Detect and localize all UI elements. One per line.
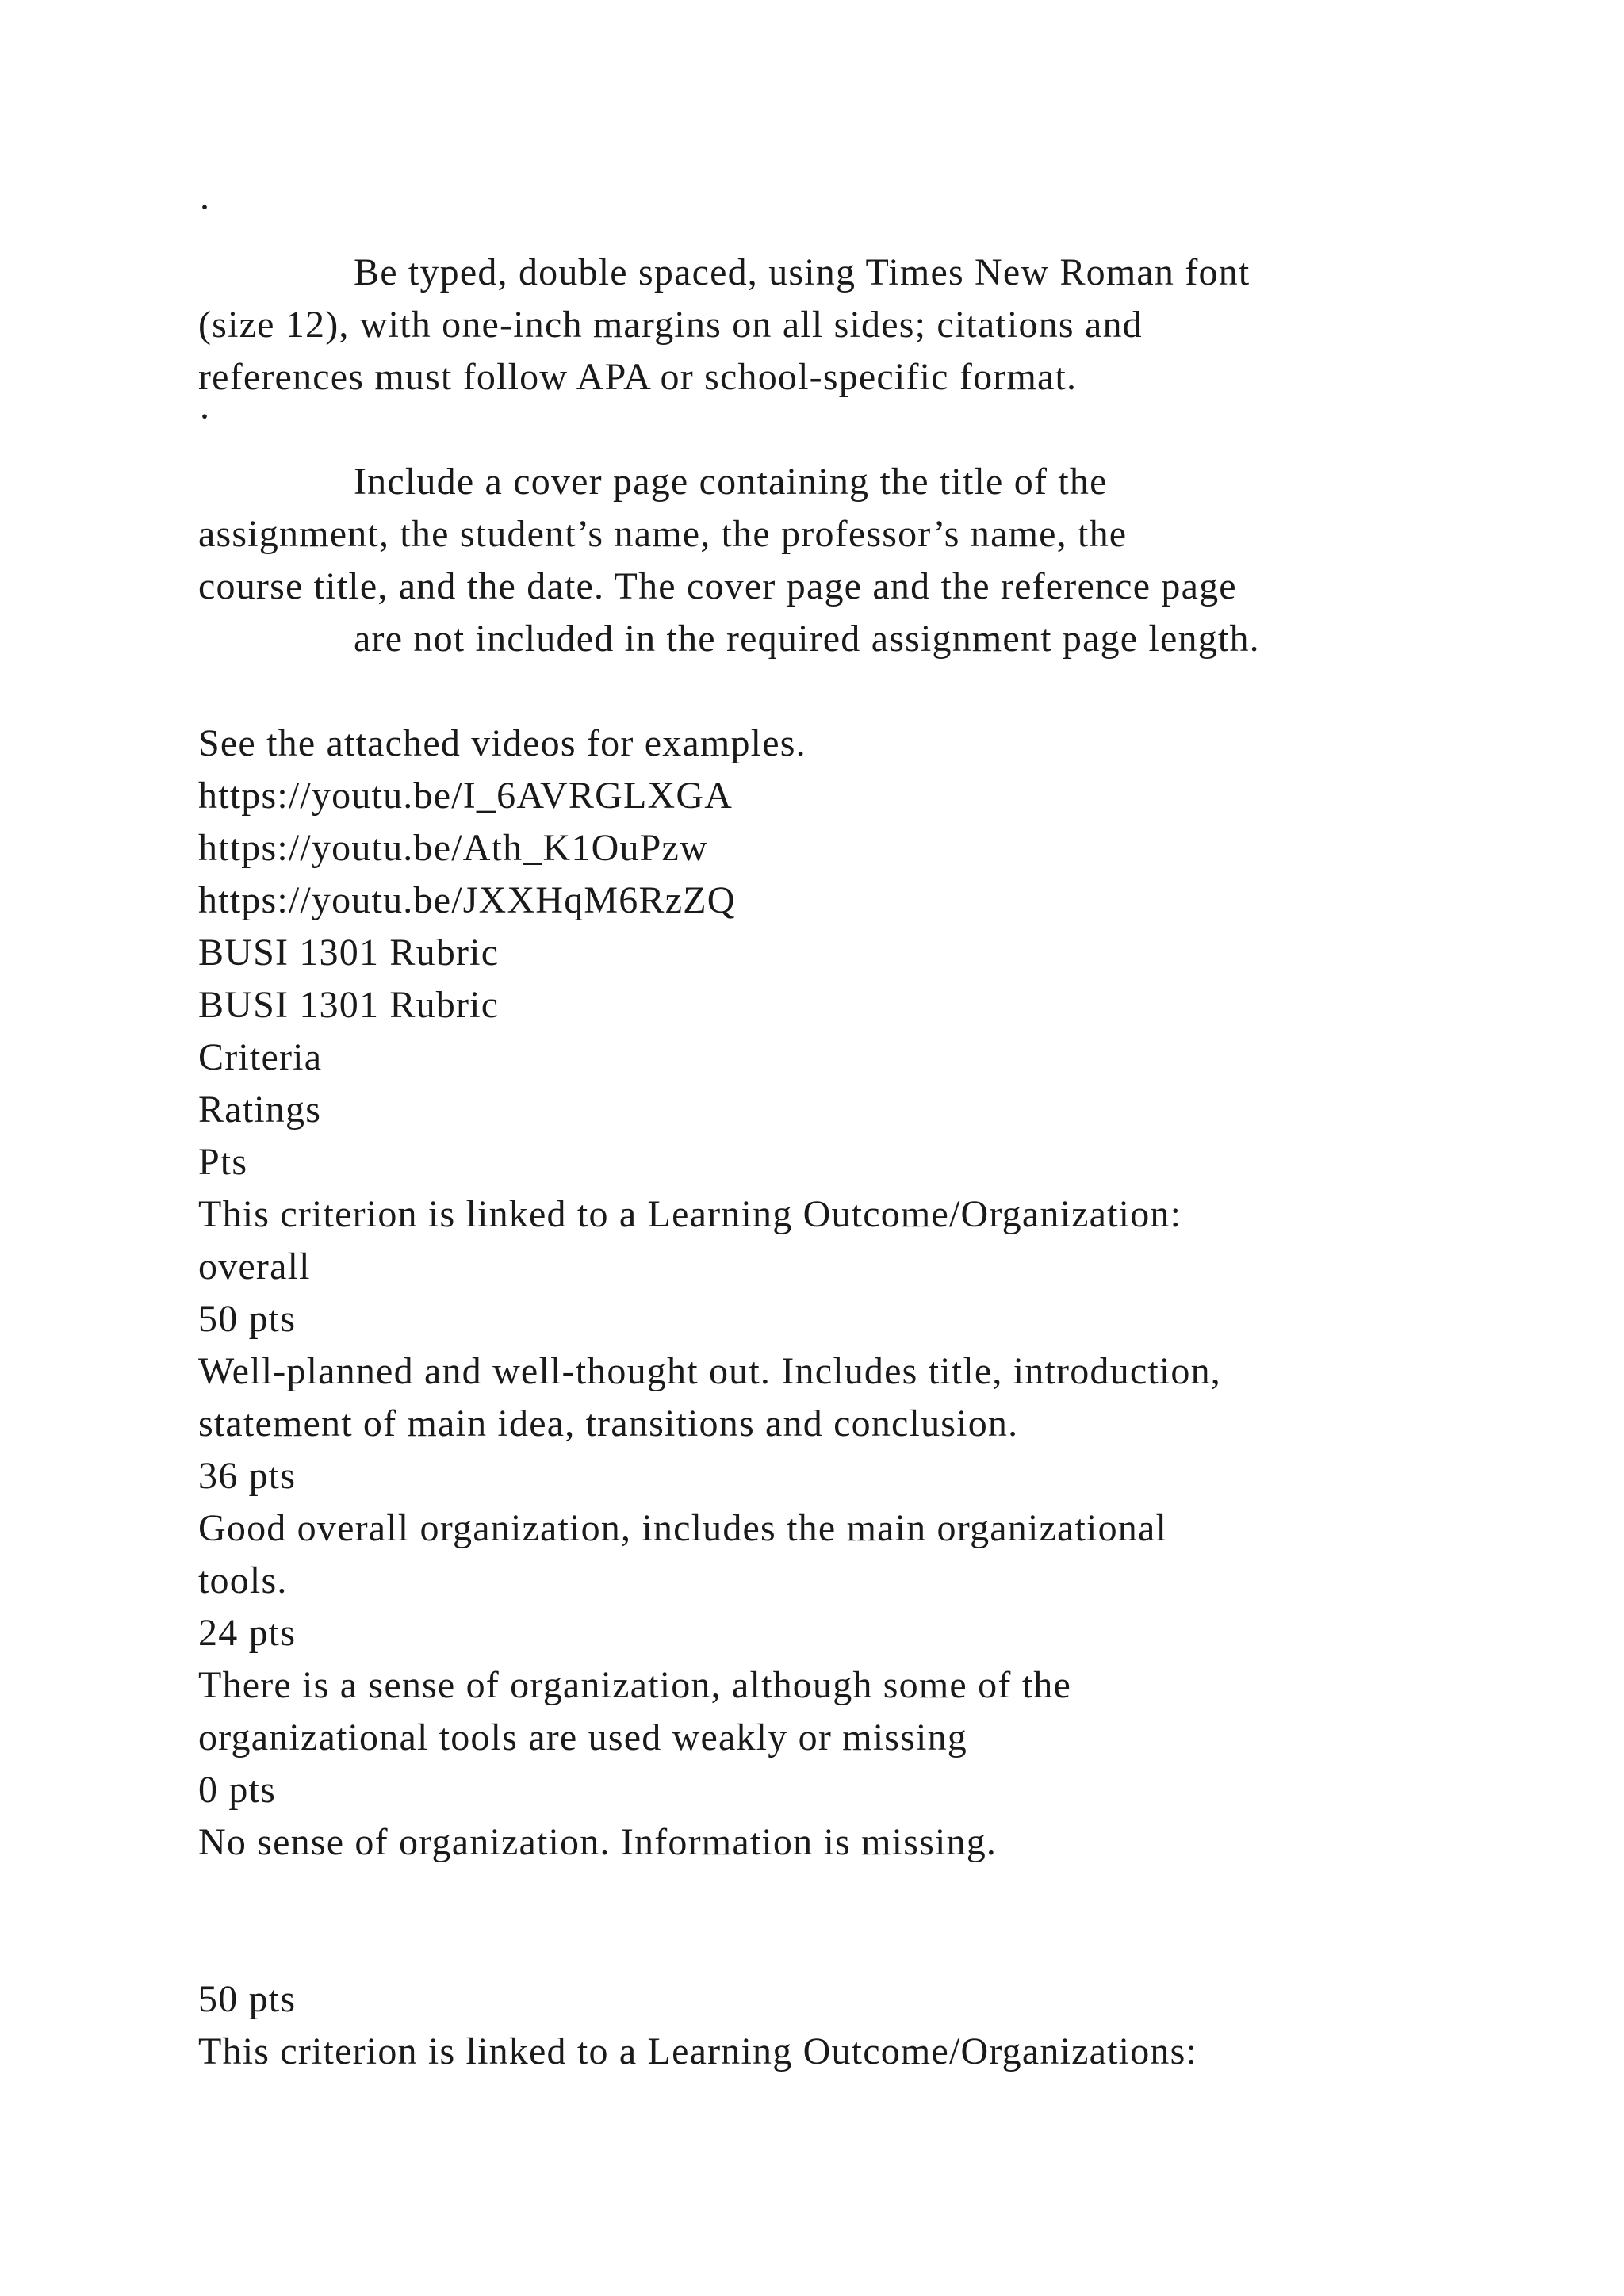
text-line: (size 12), with one-inch margins on all sides; citations and bbox=[198, 304, 1143, 346]
rating-points: 36 pts bbox=[198, 1455, 297, 1497]
video-link[interactable]: https://youtu.be/JXXHqM6RzZQ bbox=[198, 879, 736, 921]
text-line: references must follow APA or school-specific format. bbox=[198, 356, 1078, 398]
video-link[interactable]: https://youtu.be/Ath_K1OuPzw bbox=[198, 827, 708, 869]
criterion-text: overall bbox=[198, 1246, 311, 1288]
rating-description: Good overall organization, includes the main organizational bbox=[198, 1507, 1168, 1549]
bullet-marker: · bbox=[198, 396, 213, 438]
rating-points: 0 pts bbox=[198, 1769, 277, 1811]
rating-description: statement of main idea, transitions and conclusion. bbox=[198, 1402, 1019, 1445]
rating-description: organizational tools are used weakly or missing bbox=[198, 1716, 967, 1758]
text-line: assignment, the student’s name, the professor’s name, the bbox=[198, 513, 1128, 555]
rating-points: 24 pts bbox=[198, 1612, 297, 1654]
text-line: See the attached videos for examples. bbox=[198, 722, 806, 764]
rubric-title: BUSI 1301 Rubric bbox=[198, 984, 500, 1026]
column-header-ratings: Ratings bbox=[198, 1089, 322, 1131]
text-line: are not included in the required assignment page length. bbox=[354, 618, 1260, 660]
rating-description: Well-planned and well-thought out. Includes title, introduction, bbox=[198, 1350, 1221, 1392]
rubric-title: BUSI 1301 Rubric bbox=[198, 932, 500, 974]
video-link[interactable]: https://youtu.be/I_6AVRGLXGA bbox=[198, 775, 733, 817]
criterion-points: 50 pts bbox=[198, 1978, 297, 2020]
text-line: course title, and the date. The cover page and the reference page bbox=[198, 565, 1237, 607]
rating-description: There is a sense of organization, although some of the bbox=[198, 1664, 1071, 1706]
rating-points: 50 pts bbox=[198, 1298, 297, 1340]
criterion-text: This criterion is linked to a Learning Outcome/Organization: bbox=[198, 1193, 1182, 1235]
text-line: Include a cover page containing the title of the bbox=[354, 461, 1108, 503]
criterion-text: This criterion is linked to a Learning Outcome/Organizations: bbox=[198, 2030, 1198, 2072]
rating-description: tools. bbox=[198, 1559, 288, 1601]
column-header-pts: Pts bbox=[198, 1141, 248, 1183]
rating-description: No sense of organization. Information is missing. bbox=[198, 1821, 998, 1863]
column-header-criteria: Criteria bbox=[198, 1036, 323, 1078]
text-line: Be typed, double spaced, using Times New Roman font bbox=[354, 251, 1251, 293]
bullet-marker: · bbox=[198, 186, 213, 228]
